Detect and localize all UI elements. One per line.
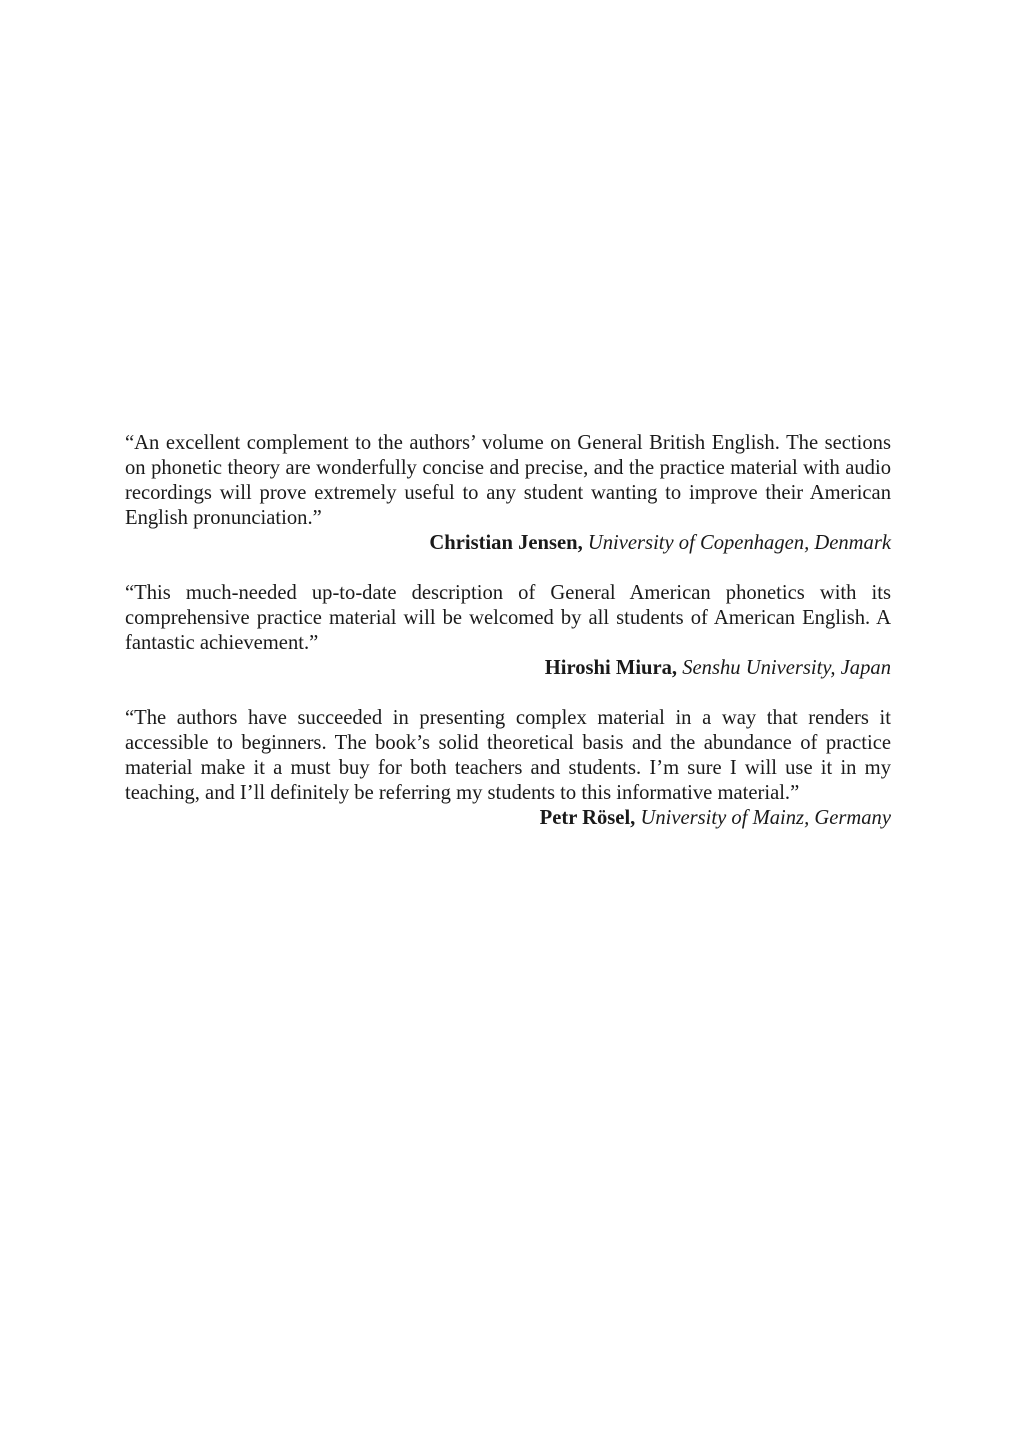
- endorsement-quote: “This much-needed up-to-date description of General American phonetics with its comprehensive practice material will be welcomed by all students of American English. A fantastic achievement.”: [125, 582, 891, 654]
- endorsement-miura: [125, 581, 891, 681]
- endorser-affiliation: Senshu University, Japan: [682, 657, 891, 679]
- endorser-name: Hiroshi Miura,: [544, 657, 678, 679]
- endorser-name: Petr Rösel,: [539, 807, 636, 829]
- endorsement-rosel: [125, 706, 891, 831]
- endorsement-attribution: [125, 806, 891, 831]
- endorsement-quote: “The authors have succeeded in presenting complex material in a way that renders it accessible to beginners. The book’s solid theoretical basis and the abundance of practice material make it a must buy for both teachers and students. I’m sure I will use it in my teaching, and I’ll definitely be referring my students to this informative material.”: [125, 707, 891, 804]
- endorsement-attribution: [125, 656, 891, 681]
- endorser-affiliation: University of Mainz, Germany: [640, 807, 891, 829]
- endorsements-section: [125, 431, 891, 856]
- endorsement-quote: “An excellent complement to the authors’ volume on General British English. The sections on phonetic theory are wonderfully concise and precise, and the practice material with audio recordings will prove extremely useful to any student wanting to improve their American English pronunciation.”: [125, 432, 891, 529]
- endorser-affiliation: University of Copenhagen, Denmark: [587, 532, 891, 554]
- endorser-name: Christian Jensen,: [429, 532, 583, 554]
- endorsement-jensen: [125, 431, 891, 556]
- endorsement-attribution: [125, 531, 891, 556]
